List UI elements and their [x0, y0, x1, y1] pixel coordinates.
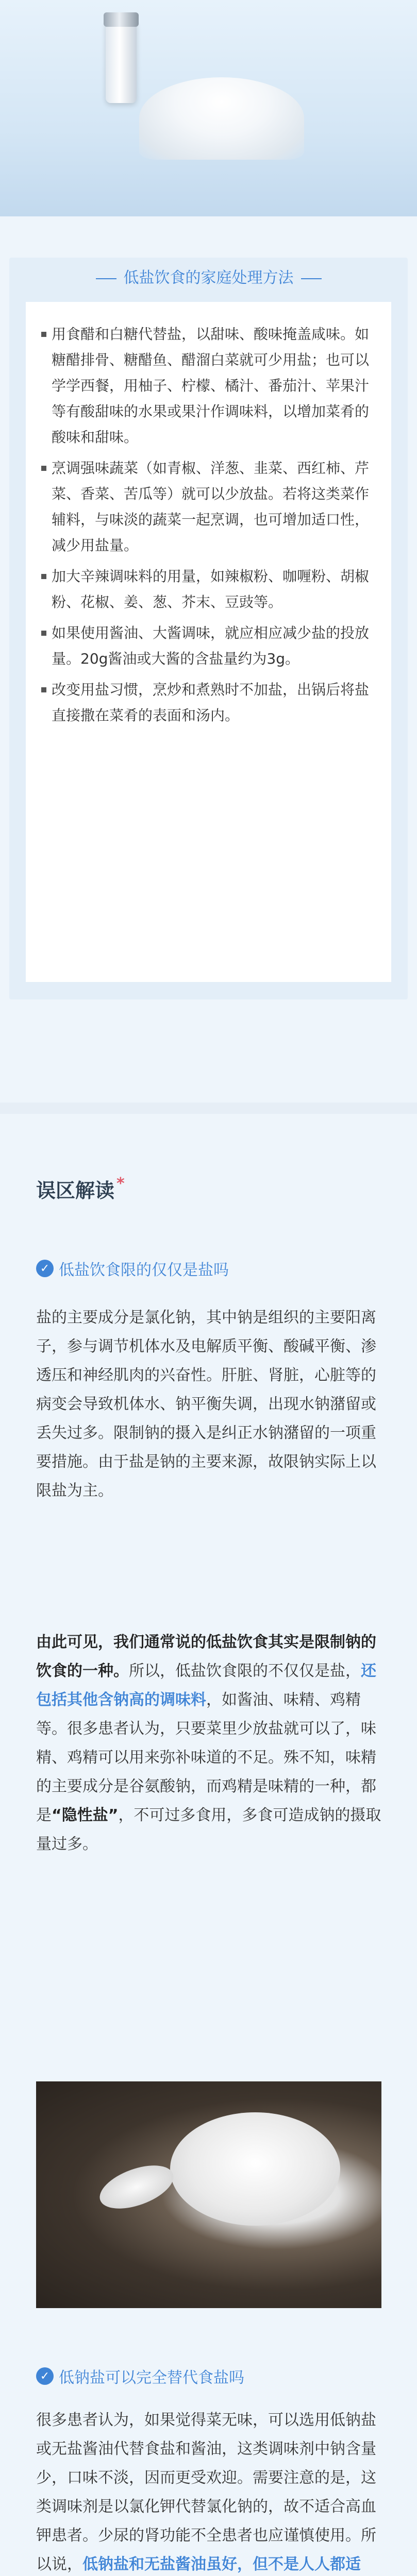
- tips-card: [9, 258, 408, 999]
- tip-item: 用食醋和白糖代替盐，以甜味、酸味掩盖咸味。如糖醋排骨、糖醋鱼、醋溜白菜就可少用盐；也可以学学西餐，用柚子、柠檬、橘汁、番茄汁、苹果汁等有酸甜味的水果或果汁作调味料，以增加菜肴的酸味和甜味。: [41, 321, 376, 450]
- bullet-icon: [41, 466, 46, 471]
- salt-bowl-photo: [36, 2081, 381, 2308]
- subheading-low-salt: ✓ 低盐饮食限的仅仅是盐吗: [36, 1257, 229, 1280]
- paragraph-sodium-intro: 盐的主要成分是氯化钠，其中钠是组织的主要阳离子，参与调节机体水及电解质平衡、酸碱平衡、渗透压和神经肌肉的兴奋性。肝脏、肾脏，心脏等的病变会导致机体水、钠平衡失调，出现水钠潴留或丢失过多。限制钠的摄入是纠正水钠潴留的一项重要措施。由于盐是钠的主要来源，故限钠实际上以限盐为主。: [36, 1309, 376, 1500]
- tip-item: 如果使用酱油、大酱调味，就应相应减少盐的投放量。20g酱油或大酱的含盐量约为3g。: [41, 620, 376, 672]
- section-title-misconceptions: 误区解读 *: [36, 1175, 125, 1202]
- section-divider: [0, 1103, 417, 1114]
- paragraph-low-sodium-salt: 很多患者认为，如果觉得菜无味，可以选用低钠盐或无盐酱油代替食盐和酱油，这类调味剂中钠含量少，口味不淡，因而更受欢迎。需要注意的是，这类调味剂是以氯化钾代替氯化钠的，故不适合高血钾患者。少尿的肾功能不全患者也应谨慎使用。所以说，低钠盐和无盐酱油虽好，但不是人人都适: [36, 2411, 376, 2573]
- bullet-icon: [41, 574, 46, 579]
- subheading-low-sodium: ✓ 低钠盐可以完全替代食盐吗: [36, 2365, 244, 2387]
- tip-item: 改变用盐习惯，烹炒和煮熟时不加盐，出锅后将盐直接撒在菜肴的表面和汤内。: [41, 677, 376, 728]
- check-circle-icon: ✓: [36, 1260, 54, 1277]
- tip-item: 加大辛辣调味料的用量，如辣椒粉、咖喱粉、胡椒粉、花椒、姜、葱、芥末、豆豉等。: [41, 564, 376, 615]
- paragraph-hidden-salt: 由此可见，我们通常说的低盐饮食其实是限制钠的饮食的一种。所以，低盐饮食限的不仅仅是盐，还包括其他含钠高的调味料，如酱油、味精、鸡精等。很多患者认为，只要菜里少放盐就可以了，味精、鸡精可以用来弥补味道的不足。殊不知，味精的主要成分是谷氨酸钠，而鸡精是味精的一种，都是“隐性盐”，不可过多食用，多食可造成钠的摄取量过多。: [36, 1633, 381, 1853]
- tips-card-body: [26, 302, 391, 982]
- salt-pile-image: [139, 77, 304, 160]
- tips-card-title: 低盐饮食的家庭处理方法: [9, 265, 408, 287]
- check-circle-icon: ✓: [36, 2367, 54, 2385]
- hero-salt-image: [0, 0, 417, 216]
- tips-list: [26, 302, 391, 728]
- tip-item: 烹调强味蔬菜（如青椒、洋葱、韭菜、西红柿、芹菜、香菜、苦瓜等）就可以少放盐。若将这类菜作辅料，与味淡的蔬菜一起烹调，也可增加适口性，减少用盐量。: [41, 455, 376, 558]
- bullet-icon: [41, 631, 46, 636]
- bullet-icon: [41, 687, 46, 692]
- salt-shaker-image: [106, 21, 137, 103]
- bullet-icon: [41, 332, 46, 337]
